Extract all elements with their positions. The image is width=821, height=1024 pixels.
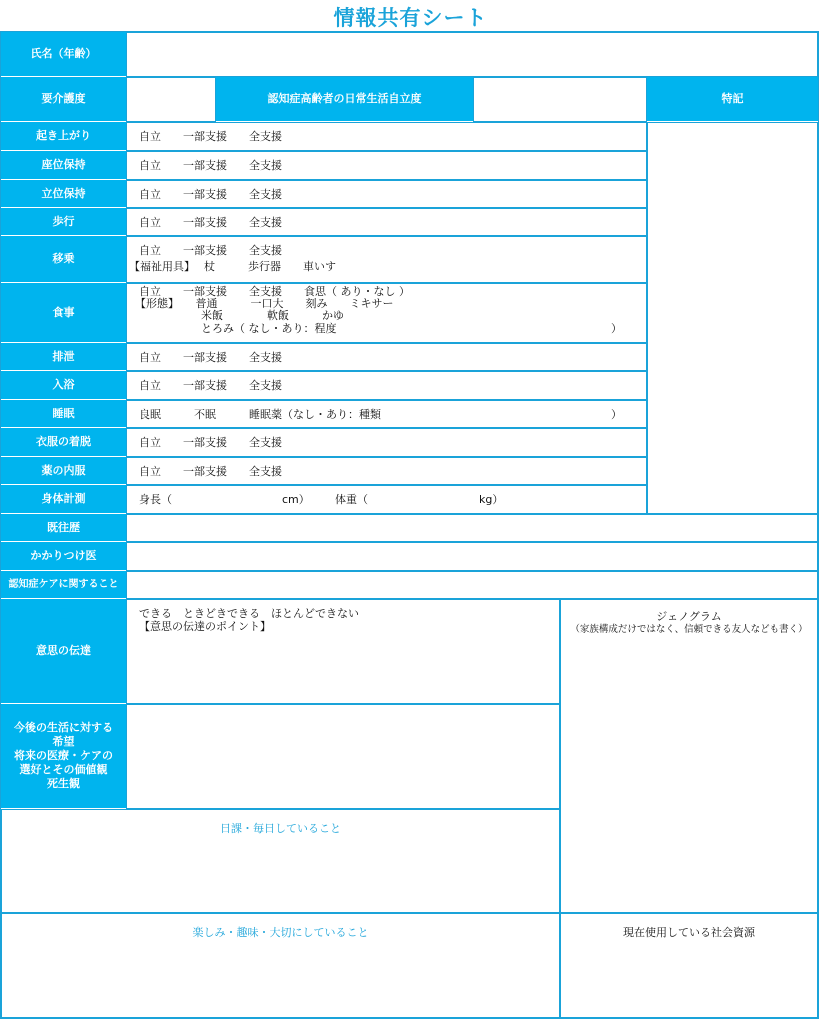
enjoyment-label: 楽しみ・趣味・大切にしていること xyxy=(192,926,369,939)
social-resources-field[interactable] xyxy=(560,913,818,1018)
dressing-field[interactable] xyxy=(126,428,647,457)
meals-thickening: とろみ（ なし・あり：程度 xyxy=(135,322,337,335)
special-notes-field[interactable] xyxy=(647,122,818,514)
meals-line1: 自立 一部支援 全支援 食思（ あり・なし ） xyxy=(139,285,410,298)
care-level-field[interactable] xyxy=(126,77,216,122)
future-wishes-line5: 死生観 xyxy=(47,777,80,790)
future-wishes-label xyxy=(1,704,126,809)
medical-history-label: 既往歴 xyxy=(1,514,126,542)
future-wishes-line3: 将来の医療・ケアの xyxy=(14,749,113,762)
future-wishes-field[interactable] xyxy=(126,704,560,809)
transfer-aids: 【福祉用具】 杖 歩行器 車いす xyxy=(129,260,336,273)
standing-field[interactable] xyxy=(126,180,647,208)
name-label: 氏名（年齢） xyxy=(1,32,126,77)
future-wishes-line2: 希望 xyxy=(52,735,75,748)
getting-up-field[interactable] xyxy=(126,122,647,151)
care-level-label: 要介護度 xyxy=(1,77,126,122)
future-wishes-line4: 選好とその価値観 xyxy=(19,763,108,776)
sleep-options: 良眠 不眠 睡眠薬（なし・あり：種類 xyxy=(139,408,381,421)
dementia-independence-label: 認知症高齢者の日常生活自立度 xyxy=(216,77,473,122)
getting-up-label: 起き上がり xyxy=(1,122,126,151)
communication-point: 【意思の伝達のポイント】 xyxy=(139,620,271,633)
weight-unit: kg） xyxy=(479,493,504,506)
transfer-options: 自立 一部支援 全支援 xyxy=(139,244,282,257)
walking-label: 歩行 xyxy=(1,208,126,236)
sheet-title: 情報共有シート xyxy=(333,6,488,30)
walking-field[interactable] xyxy=(126,208,647,236)
sleep-close: ） xyxy=(611,408,622,421)
communication-options: できる ときどきできる ほとんどできない xyxy=(139,607,359,620)
genogram-field[interactable] xyxy=(560,599,818,913)
bathing-field[interactable] xyxy=(126,371,647,400)
excretion-label: 排泄 xyxy=(1,343,126,371)
sitting-options: 自立 一部支援 全支援 xyxy=(139,159,282,172)
standing-options: 自立 一部支援 全支援 xyxy=(139,188,282,201)
height-label: 身長（ xyxy=(139,493,172,506)
transfer-label: 移乗 xyxy=(1,236,126,283)
sleep-field[interactable] xyxy=(126,400,647,428)
info-sheet xyxy=(0,31,819,1019)
dressing-options: 自立 一部支援 全支援 xyxy=(139,436,282,449)
weight-label: 体重（ xyxy=(335,493,368,506)
bathing-label: 入浴 xyxy=(1,371,126,400)
communication-field[interactable] xyxy=(126,599,560,704)
dementia-care-label: 認知症ケアに関すること xyxy=(1,571,126,599)
dementia-care-field[interactable] xyxy=(126,571,818,599)
dressing-label: 衣服の着脱 xyxy=(1,428,126,457)
genogram-title: ジェノグラム xyxy=(656,610,722,623)
meals-label: 食事 xyxy=(1,283,126,343)
special-notes-label: 特記 xyxy=(647,77,818,122)
medication-label: 薬の内服 xyxy=(1,457,126,485)
height-unit: cm） xyxy=(282,493,310,506)
standing-label: 立位保持 xyxy=(1,180,126,208)
communication-label: 意思の伝達 xyxy=(1,599,126,704)
enjoyment-field[interactable] xyxy=(1,913,560,1018)
meals-field[interactable] xyxy=(126,283,647,343)
medication-options: 自立 一部支援 全支援 xyxy=(139,465,282,478)
getting-up-options: 自立 一部支援 全支援 xyxy=(139,130,282,143)
sitting-label: 座位保持 xyxy=(1,151,126,180)
sitting-field[interactable] xyxy=(126,151,647,180)
walking-options: 自立 一部支援 全支援 xyxy=(139,216,282,229)
daily-routine-field[interactable] xyxy=(1,809,560,913)
future-wishes-line1: 今後の生活に対する xyxy=(14,721,113,734)
name-field[interactable] xyxy=(126,32,818,77)
meals-thickening-close: ） xyxy=(611,322,622,335)
medication-field[interactable] xyxy=(126,457,647,485)
family-doctor-label: かかりつけ医 xyxy=(1,542,126,571)
dementia-independence-field[interactable] xyxy=(473,77,647,122)
excretion-field[interactable] xyxy=(126,343,647,371)
measurement-field[interactable] xyxy=(126,485,647,514)
genogram-subtitle: （家族構成だけではなく、信頼できる友人なども書く） xyxy=(570,624,808,635)
measurement-label: 身体計測 xyxy=(1,485,126,514)
medical-history-field[interactable] xyxy=(126,514,818,542)
meals-staple: 米飯 軟飯 かゆ xyxy=(135,309,344,322)
daily-routine-label: 日課・毎日していること xyxy=(220,822,341,835)
excretion-options: 自立 一部支援 全支援 xyxy=(139,351,282,364)
social-resources-label: 現在使用している社会資源 xyxy=(623,926,755,939)
transfer-field[interactable] xyxy=(126,236,647,283)
sleep-label: 睡眠 xyxy=(1,400,126,428)
bathing-options: 自立 一部支援 全支援 xyxy=(139,379,282,392)
meals-form: 【形態】 普通 一口大 刻み ミキサー xyxy=(135,297,394,310)
family-doctor-field[interactable] xyxy=(126,542,818,571)
